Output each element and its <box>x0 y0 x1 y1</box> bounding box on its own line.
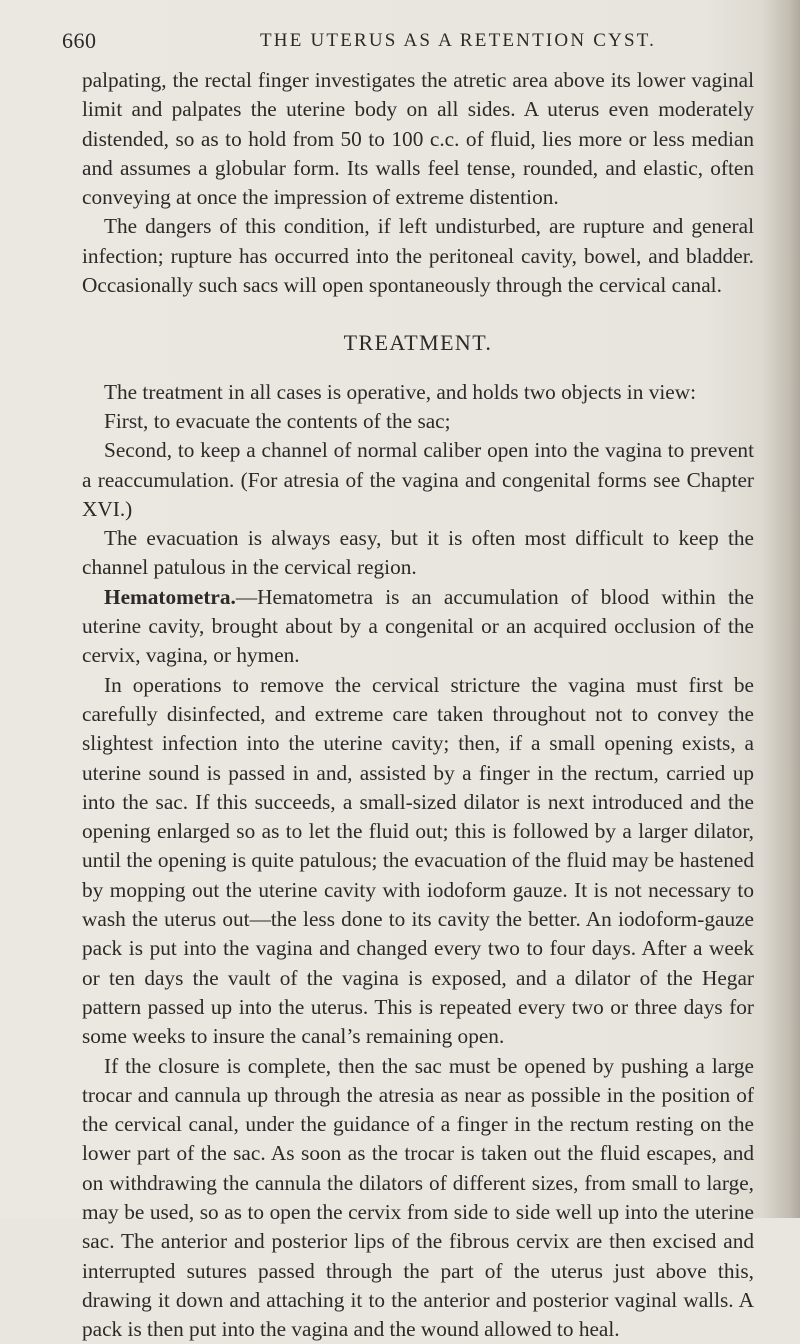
paragraph-palpating: palpating, the rectal finger investigates the atretic area above its lower vaginal limit and palpates the uterine body on all sides. A uterus even moderately distended, so as to hold from 50 to 100 c.c. of fluid, lies more or less median and assumes a globular form. Its walls feel tense, rounded, and elastic, often conveying at once the impression of extreme distention. <box>82 66 754 212</box>
page-edge-shadow <box>762 0 800 1218</box>
section-heading-treatment: TREATMENT. <box>82 328 754 357</box>
hematometra-run-in-heading: Hematometra. <box>104 585 236 609</box>
paragraph-complete-closure: If the closure is complete, then the sac must be opened by pushing a large trocar and cannula up through the atresia as near as possible in the position of the cervical canal, under the guidance of a finger in the rectum resting on the lower part of the sac. As soon as the trocar is taken out the fluid escapes, and on withdrawing the cannula the dilators of different sizes, from small to large, may be used, so as to open the cervix from side to side well up into the uterine sac. The anterior and posterior lips of the fibrous cervix are then excised and interrupted sutures passed through the part of the uterus just above this, drawing it down and attaching it to the anterior and posterior vaginal walls. A pack is then put into the vagina and the wound allowed to heal. <box>82 1052 754 1344</box>
paragraph-dangers: The dangers of this condition, if left undisturbed, are rupture and general infection; rupture has occurred into the peritoneal cavity, bowel, and bladder. Occasionally such sacs will open spontaneously through the cervical canal. <box>82 212 754 300</box>
paragraph-evacuation: The evacuation is always easy, but it is often most difficult to keep the channel patulous in the cervical region. <box>82 524 754 583</box>
running-title: THE UTERUS AS A RETENTION CYST. <box>260 30 656 52</box>
paragraph-second-object: Second, to keep a channel of normal caliber open into the vagina to prevent a reaccumulation. (For atresia of the vagina and congenital forms see Chapter XVI.) <box>82 436 754 524</box>
page-body <box>82 66 754 1344</box>
paragraph-treatment-intro: The treatment in all cases is operative, and holds two objects in view: <box>82 378 754 407</box>
paragraph-operations: In operations to remove the cervical stricture the vagina must first be carefully disinfected, and extreme care taken throughout not to convey the slightest infection into the uterine cavity; then, if a small opening exists, a uterine sound is passed in and, assisted by a finger in the rectum, carried up into the sac. If this succeeds, a small-sized dilator is next introduced and the opening enlarged so as to let the fluid out; this is followed by a larger dilator, until the opening is quite patulous; the evacuation of the fluid may be hastened by mopping out the uterine cavity with iodoform gauze. It is not necessary to wash the uterus out—the less done to its cavity the better. An iodoform-gauze pack is put into the vagina and changed every two to four days. After a week or ten days the vault of the vagina is exposed, and a dilator of the Hegar pattern passed up into the uterus. This is repeated every two or three days for some weeks to insure the canal’s remaining open. <box>82 671 754 1052</box>
page-number: 660 <box>62 28 97 54</box>
paragraph-hematometra <box>82 583 754 671</box>
hematometra-definition: —Hematometra is an accumulation of blood within the uterine cavity, brought about by a congenital or an acquired occlusion of the cervix, vagina, or hymen. <box>82 585 754 668</box>
page-header <box>62 28 752 56</box>
paragraph-first-object: First, to evacuate the contents of the sac; <box>82 407 754 436</box>
